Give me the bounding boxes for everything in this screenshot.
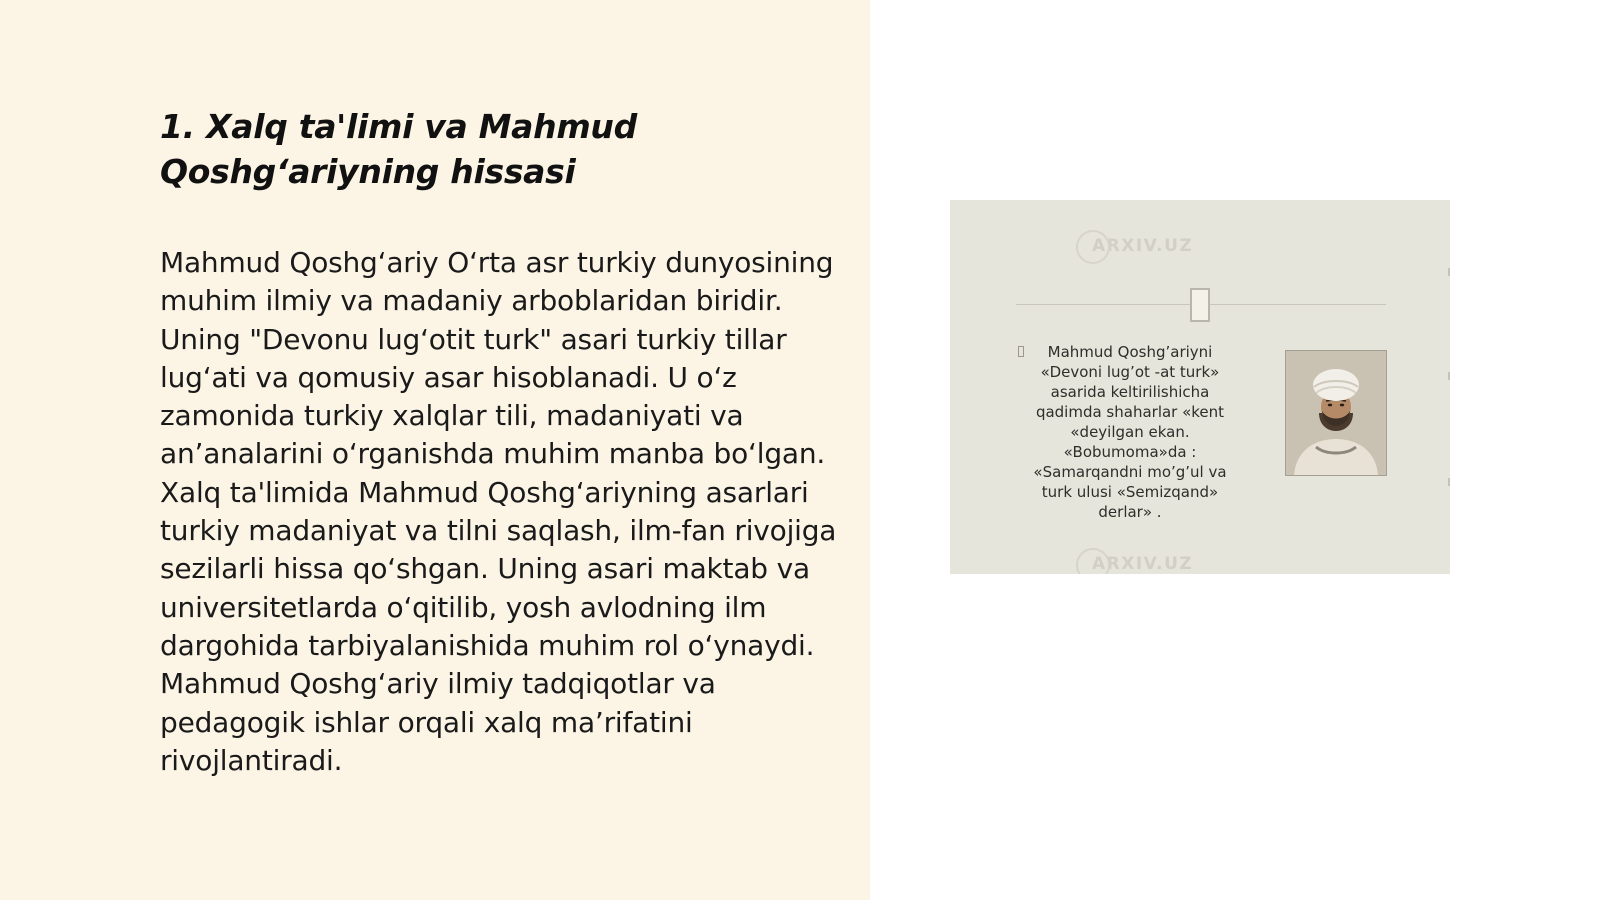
slide-body-text: Mahmud Qoshg‘ariy O‘rta asr turkiy dunyosining muhim ilmiy va madaniy arboblaridan biridir. Uning "Devonu lug‘otit turk" asari turkiy tillar lug‘ati va qomusiy asar hisoblanadi. U o‘z zamonida turkiy xalqlar tili, madaniyati va an’analarini o‘rganishda muhim manba bo‘lgan. Xalq ta'limida Mahmud Qoshg‘ariyning asarlari turkiy madaniyat va tilni saqlash, ilm-fan rivojiga sezilarli hissa qo‘shgan. Uning asari maktab va universitetlarda o‘qitilib, yosh avlodning ilm dargohida tarbiyalanishida muhim rol o‘ynaydi. Mahmud Qoshg‘ariy ilmiy tadqiqotlar va pedagogik ishlar orqali xalq ma’rifatini rivojlantiradi. — [160, 246, 837, 777]
portrait-icon — [1285, 350, 1387, 476]
edge-mark — [1448, 268, 1450, 276]
edge-mark — [1448, 372, 1450, 380]
watermark-logo-bottom — [1092, 554, 1193, 574]
edge-mark — [1448, 478, 1450, 486]
ornament-box — [1190, 288, 1210, 322]
image-caption: Mahmud Qoshg’ariyni «Devoni lug’ot -at turk» asarida keltirilishicha qadimda shaharlar «kent «deyilgan ekan. «Bobumoma»da : «Samarqandni mo’g’ul va turk ulusi «Semizqand» derlar» . — [1033, 343, 1227, 521]
magnifier-icon — [1076, 230, 1110, 264]
magnifier-icon — [1076, 548, 1110, 574]
watermark-text-bottom: ARXIV.UZ — [1092, 554, 1194, 574]
illustration-image — [950, 200, 1450, 574]
watermark-logo — [1092, 236, 1193, 256]
portrait-drawing — [1286, 351, 1386, 475]
watermark-text: ARXIV.UZ — [1092, 236, 1194, 256]
slide-title: 1. Xalq ta'limi va Mahmud Qoshg‘ariyning hissasi — [160, 107, 637, 191]
